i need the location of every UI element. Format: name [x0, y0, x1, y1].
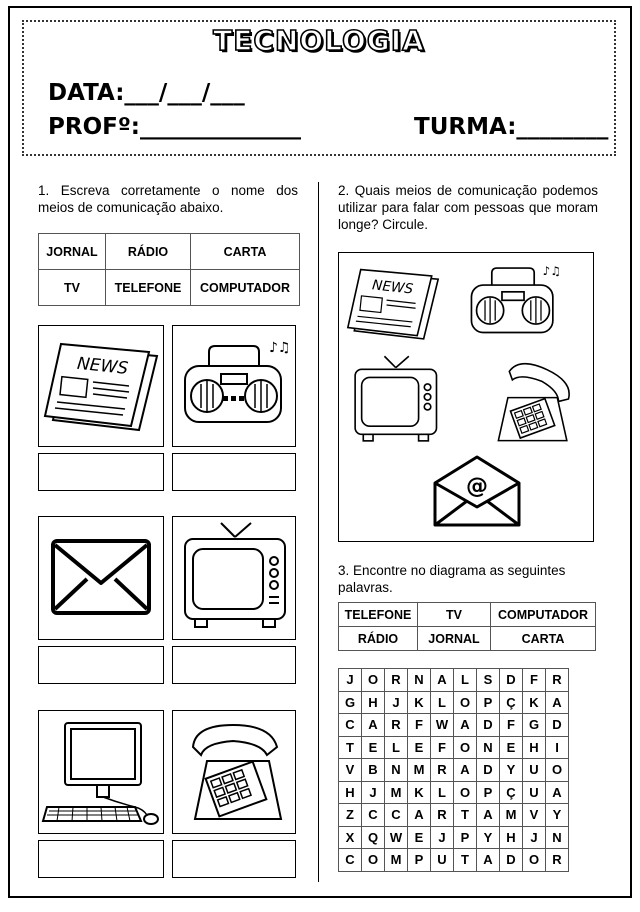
picture-box-computer [38, 710, 164, 834]
grid-letter[interactable]: T [454, 849, 477, 872]
turma-label: TURMA:________ [414, 114, 609, 140]
telephone-icon [173, 711, 295, 833]
grid-letter[interactable]: F [500, 714, 523, 737]
grid-letter[interactable]: R [385, 714, 408, 737]
answer-box[interactable] [38, 840, 164, 878]
grid-letter[interactable]: L [431, 781, 454, 804]
grid-letter[interactable]: R [546, 669, 569, 692]
grid-letter[interactable]: W [431, 714, 454, 737]
grid-letter[interactable]: C [362, 804, 385, 827]
grid-letter[interactable]: M [408, 759, 431, 782]
svg-text:♪♫: ♪♫ [269, 340, 291, 356]
grid-letter[interactable]: O [454, 781, 477, 804]
word-cell: CARTA [191, 234, 300, 270]
telephone-icon[interactable] [479, 361, 583, 447]
grid-letter[interactable]: M [500, 804, 523, 827]
newspaper-icon[interactable] [343, 263, 443, 347]
header-box [22, 20, 616, 156]
svg-text:@: @ [466, 474, 488, 499]
grid-letter[interactable]: Ç [500, 781, 523, 804]
grid-letter[interactable]: A [362, 714, 385, 737]
word-cell: JORNAL [418, 627, 491, 651]
word-cell: JORNAL [39, 234, 106, 270]
word-cell: TV [418, 603, 491, 627]
picture-box-envelope [38, 516, 164, 640]
date-label: DATA:___/___/___ [48, 80, 245, 106]
grid-letter[interactable]: M [385, 849, 408, 872]
grid-letter[interactable]: G [523, 714, 546, 737]
question-2-picture-box [338, 252, 594, 542]
grid-letter[interactable]: L [454, 669, 477, 692]
grid-letter[interactable]: A [431, 669, 454, 692]
grid-letter[interactable]: O [454, 691, 477, 714]
grid-row [339, 826, 569, 849]
grid-letter[interactable]: C [339, 714, 362, 737]
grid-letter[interactable]: I [546, 736, 569, 759]
grid-letter[interactable]: A [477, 849, 500, 872]
grid-letter[interactable]: A [546, 781, 569, 804]
word-cell: TELEFONE [106, 270, 191, 306]
grid-row [339, 849, 569, 872]
question-3-word-table [338, 602, 596, 651]
column-divider [318, 182, 319, 882]
grid-letter[interactable]: A [477, 804, 500, 827]
grid-letter[interactable]: D [477, 714, 500, 737]
grid-letter[interactable]: K [523, 691, 546, 714]
grid-letter[interactable]: V [339, 759, 362, 782]
grid-letter[interactable]: L [385, 736, 408, 759]
tv-icon [173, 517, 295, 639]
grid-letter[interactable]: R [431, 759, 454, 782]
grid-letter[interactable]: P [408, 849, 431, 872]
grid-letter[interactable]: K [408, 781, 431, 804]
word-cell: COMPUTADOR [491, 603, 596, 627]
grid-letter[interactable]: A [546, 691, 569, 714]
grid-letter[interactable]: E [408, 736, 431, 759]
word-cell: TV [39, 270, 106, 306]
word-search-grid[interactable] [338, 668, 569, 872]
grid-letter[interactable]: D [500, 849, 523, 872]
grid-letter[interactable]: A [408, 804, 431, 827]
picture-box-radio [172, 325, 296, 447]
grid-letter[interactable]: R [546, 849, 569, 872]
email-icon[interactable] [429, 453, 525, 529]
newspaper-icon [39, 326, 163, 446]
grid-letter[interactable]: U [523, 781, 546, 804]
answer-box[interactable] [38, 453, 164, 491]
grid-letter[interactable]: E [500, 736, 523, 759]
grid-letter[interactable]: O [546, 759, 569, 782]
grid-row [339, 714, 569, 737]
radio-icon[interactable] [461, 263, 565, 341]
grid-row [339, 736, 569, 759]
grid-letter[interactable]: J [431, 826, 454, 849]
grid-letter[interactable]: Y [546, 804, 569, 827]
grid-letter[interactable]: L [431, 691, 454, 714]
grid-letter[interactable]: B [362, 759, 385, 782]
grid-letter[interactable]: T [339, 736, 362, 759]
grid-letter[interactable]: Q [362, 826, 385, 849]
question-2-text: 2. Quais meios de comunicação podemos utilizar para falar com pessoas que moram longe? Circule. [338, 183, 598, 232]
grid-letter[interactable]: P [477, 781, 500, 804]
question-3-text: 3. Encontre no diagrama as seguintes palavras. [338, 563, 566, 595]
picture-box-telephone [172, 710, 296, 834]
grid-letter[interactable]: X [339, 826, 362, 849]
word-cell: CARTA [491, 627, 596, 651]
grid-letter[interactable]: P [454, 826, 477, 849]
svg-text:♪♫: ♪♫ [542, 263, 561, 278]
grid-letter[interactable]: F [408, 714, 431, 737]
grid-letter[interactable]: J [362, 781, 385, 804]
grid-letter[interactable]: D [477, 759, 500, 782]
grid-letter[interactable]: H [523, 736, 546, 759]
grid-letter[interactable]: D [546, 714, 569, 737]
grid-letter[interactable]: R [431, 804, 454, 827]
grid-letter[interactable]: A [454, 714, 477, 737]
grid-letter[interactable]: Y [477, 826, 500, 849]
grid-letter[interactable]: W [385, 826, 408, 849]
grid-letter[interactable]: M [385, 781, 408, 804]
grid-letter[interactable]: Ç [500, 691, 523, 714]
grid-letter[interactable]: Z [339, 804, 362, 827]
grid-letter[interactable]: H [339, 781, 362, 804]
word-cell: COMPUTADOR [191, 270, 300, 306]
grid-letter[interactable]: H [362, 691, 385, 714]
grid-letter[interactable]: D [500, 669, 523, 692]
radio-icon [173, 326, 295, 446]
grid-letter[interactable]: N [385, 759, 408, 782]
grid-row [339, 759, 569, 782]
grid-letter[interactable]: J [385, 691, 408, 714]
svg-text:NEWS: NEWS [371, 277, 414, 298]
answer-box[interactable] [172, 453, 296, 491]
grid-letter[interactable]: E [408, 826, 431, 849]
grid-letter[interactable]: O [362, 669, 385, 692]
word-cell: RÁDIO [339, 627, 418, 651]
tv-icon[interactable] [345, 353, 445, 449]
grid-row [339, 804, 569, 827]
grid-letter[interactable]: F [523, 669, 546, 692]
grid-letter[interactable]: N [477, 736, 500, 759]
grid-letter[interactable]: V [523, 804, 546, 827]
grid-letter[interactable]: E [362, 736, 385, 759]
grid-letter[interactable]: O [523, 849, 546, 872]
prof-label: PROFº:______________ [48, 114, 301, 140]
word-cell: RÁDIO [106, 234, 191, 270]
answer-box[interactable] [172, 840, 296, 878]
answer-box[interactable] [172, 646, 296, 684]
grid-letter[interactable]: Y [500, 759, 523, 782]
grid-row [339, 669, 569, 692]
page-title: TECNOLOGIA [213, 24, 425, 57]
grid-letter[interactable]: C [385, 804, 408, 827]
grid-letter[interactable]: O [362, 849, 385, 872]
answer-box[interactable] [38, 646, 164, 684]
grid-letter[interactable]: J [523, 826, 546, 849]
word-cell: TELEFONE [339, 603, 418, 627]
grid-letter[interactable]: U [523, 759, 546, 782]
grid-letter[interactable]: N [408, 669, 431, 692]
grid-letter[interactable]: N [546, 826, 569, 849]
question-1-text: 1. Escreva corretamente o nome dos meios de comunicação abaixo. [38, 183, 298, 215]
picture-box-newspaper [38, 325, 164, 447]
grid-letter[interactable]: G [339, 691, 362, 714]
grid-letter[interactable]: J [339, 669, 362, 692]
grid-letter[interactable]: F [431, 736, 454, 759]
grid-letter[interactable]: S [477, 669, 500, 692]
question-1-word-table [38, 233, 300, 306]
picture-box-tv [172, 516, 296, 640]
grid-letter[interactable]: A [454, 759, 477, 782]
grid-row [339, 691, 569, 714]
grid-letter[interactable]: O [454, 736, 477, 759]
grid-letter[interactable]: K [408, 691, 431, 714]
svg-text:NEWS: NEWS [76, 353, 129, 380]
grid-row [339, 781, 569, 804]
grid-letter[interactable]: C [339, 849, 362, 872]
computer-icon [39, 711, 163, 833]
grid-letter[interactable]: T [454, 804, 477, 827]
grid-letter[interactable]: P [477, 691, 500, 714]
grid-letter[interactable]: R [385, 669, 408, 692]
grid-letter[interactable]: H [500, 826, 523, 849]
grid-letter[interactable]: U [431, 849, 454, 872]
envelope-icon [39, 517, 163, 639]
